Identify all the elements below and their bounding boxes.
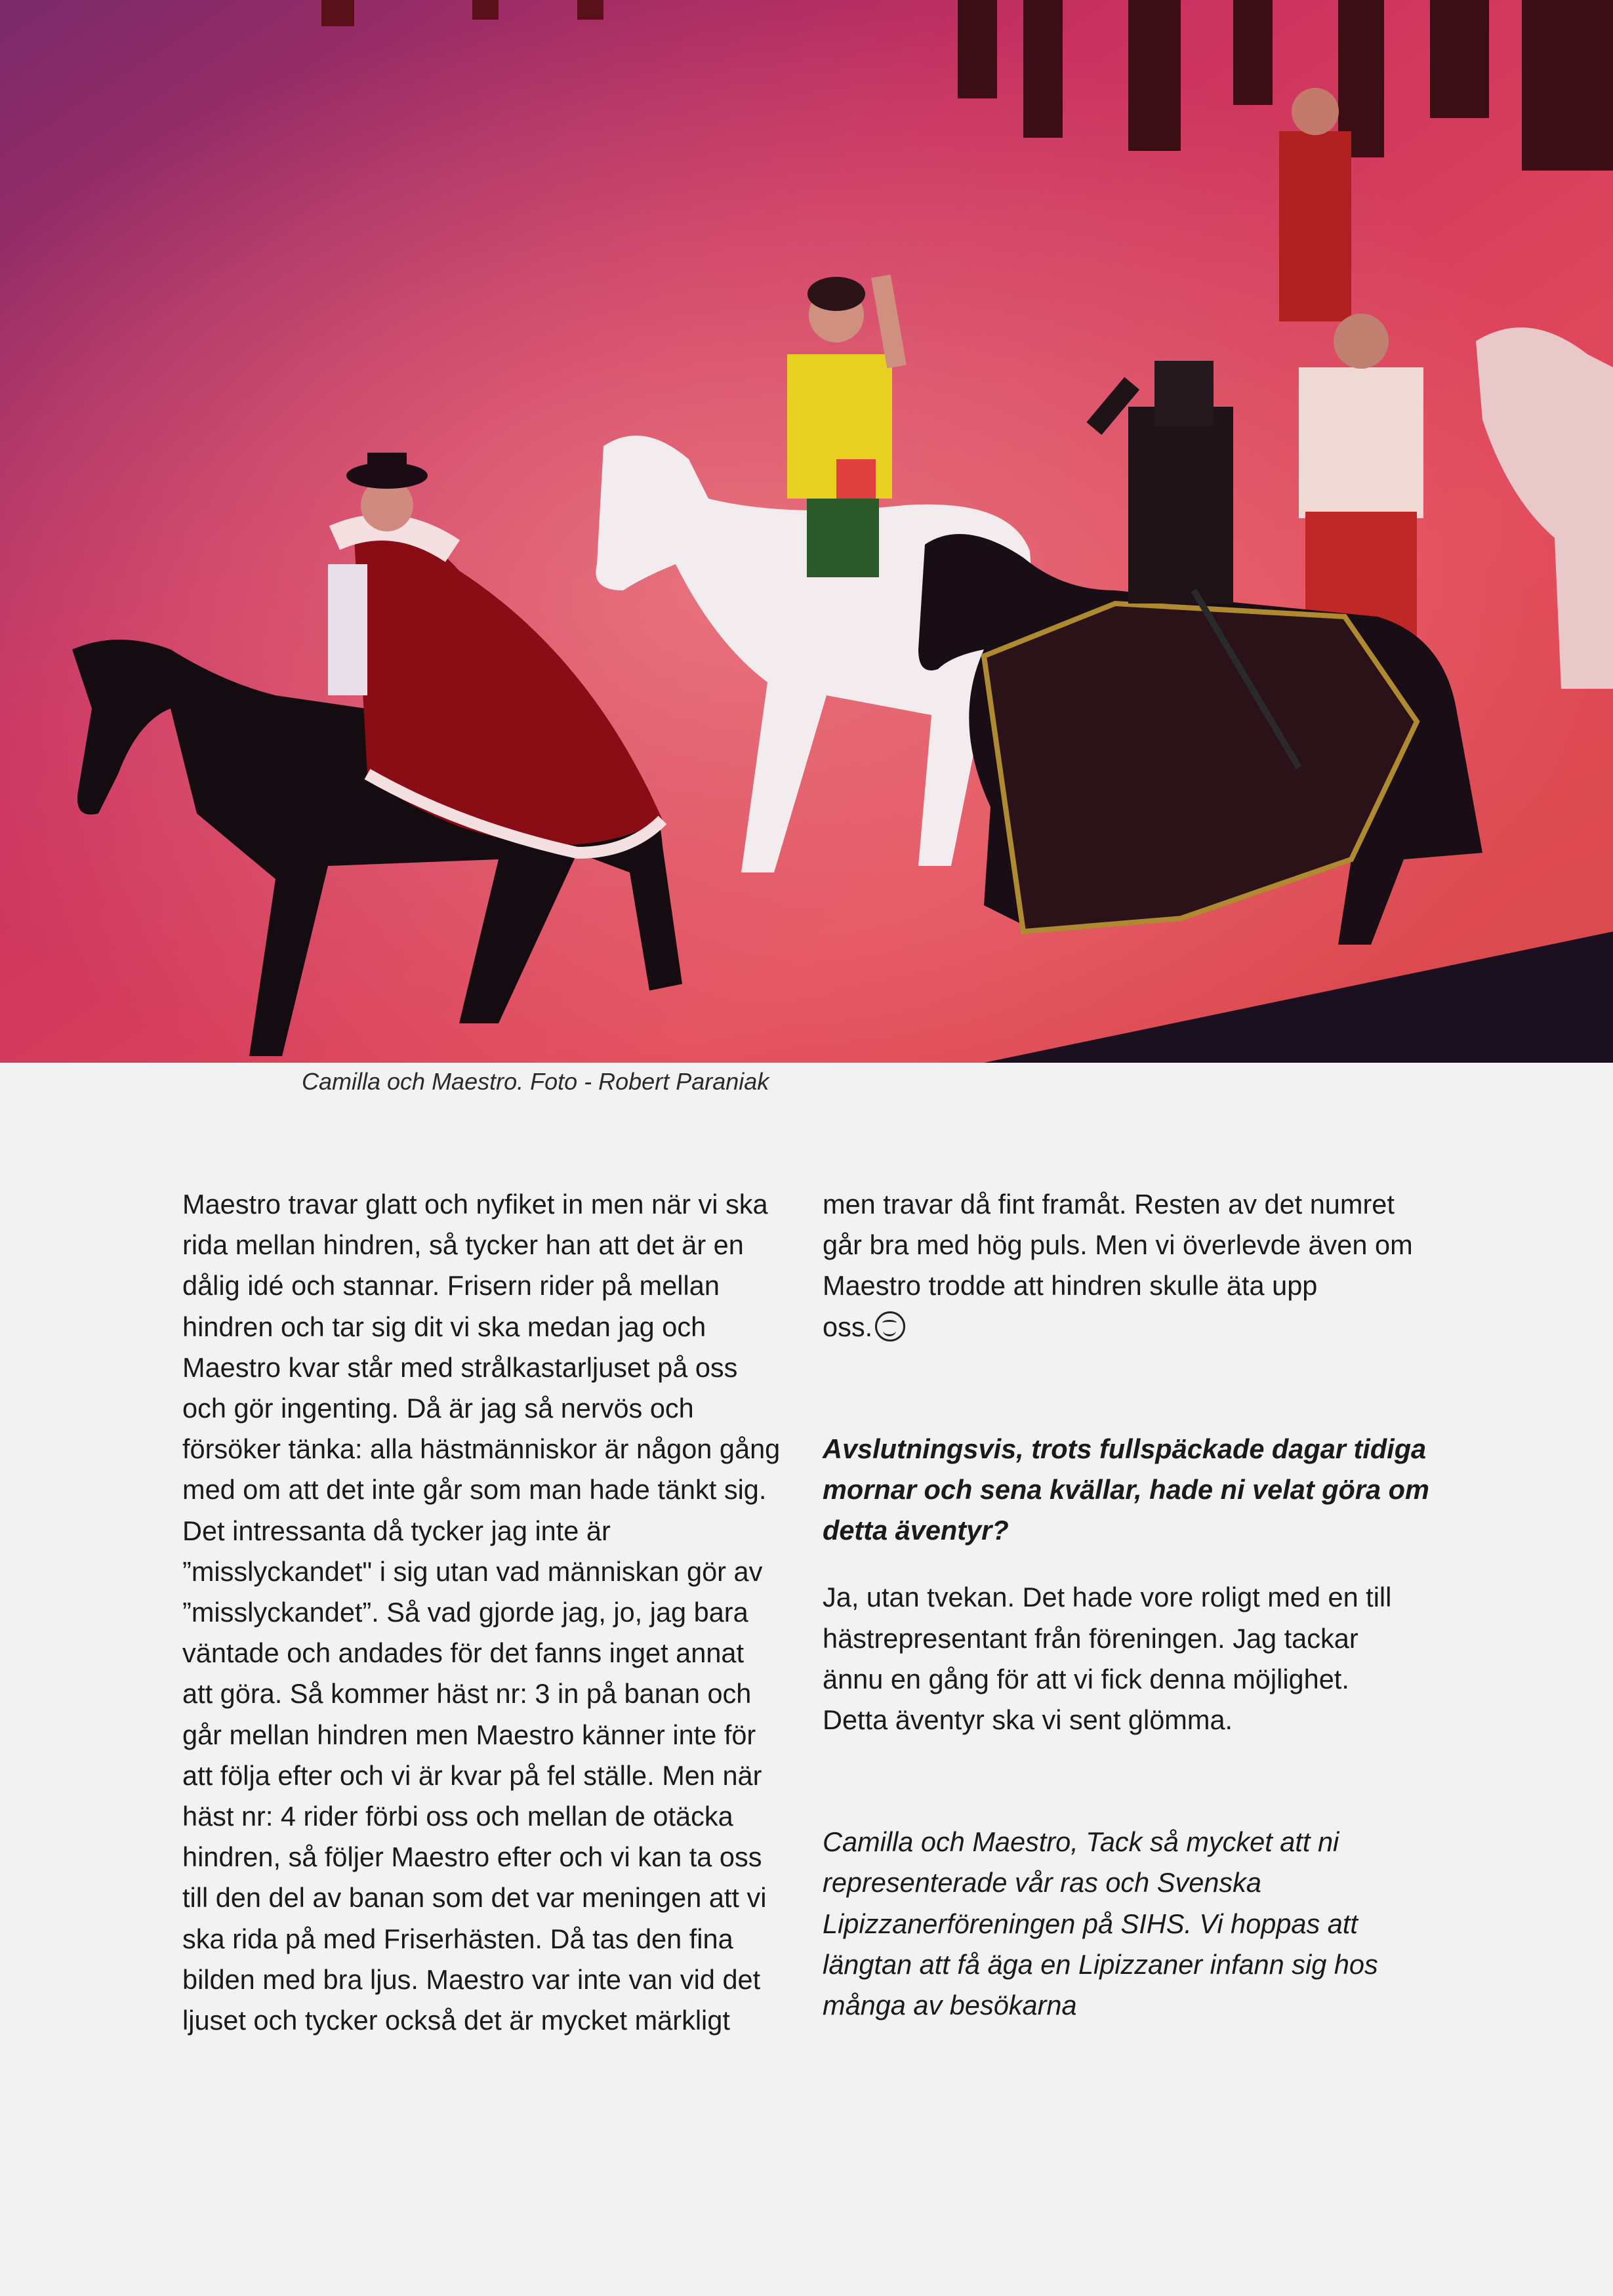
text-line: Avslutningsvis, trots fullspäckade dagar tidiga	[823, 1433, 1427, 1464]
left-column	[182, 1184, 812, 2041]
text-line: men travar då fint framåt. Resten av det numret	[823, 1189, 1395, 1220]
text-line: Det intressanta då tycker jag inte är	[182, 1515, 611, 1546]
text-line: hindren, så följer Maestro efter och vi kan ta oss	[182, 1841, 762, 1873]
text-line: att göra. Så kommer häst nr: 3 in på banan och	[182, 1678, 752, 1710]
text-line: bilden med bra ljus. Maestro var inte van vid det	[182, 1963, 761, 1995]
text-line: längtan att få äga en Lipizzaner infann sig hos	[823, 1948, 1378, 1980]
text-fragment: oss.	[823, 1311, 873, 1342]
right-column	[823, 1184, 1452, 2026]
text-line: Lipizzanerföreningen på SIHS. Vi hoppas att	[823, 1908, 1358, 1939]
text-line: ”misslyckandet" i sig utan vad människan gör av	[182, 1555, 763, 1587]
text-line: Detta äventyr ska vi sent glömma.	[823, 1704, 1233, 1736]
closing-note	[823, 1822, 1452, 2026]
text-line: att följa efter och vi är kvar på fel ställe. Men när	[182, 1759, 762, 1791]
text-line: Maestro travar glatt och nyfiket in men när vi ska	[182, 1189, 768, 1220]
text-line: hästrepresentant från föreningen. Jag tackar	[823, 1622, 1358, 1654]
arena-photo-graphic	[0, 0, 1613, 1063]
interview-question	[823, 1429, 1452, 1551]
text-line: Ja, utan tvekan. Det hade vore roligt med en till	[823, 1582, 1392, 1613]
text-line: dålig idé och stannar. Frisern rider på mellan	[182, 1270, 720, 1302]
text-line: väntade och andades för det fanns inget annat	[182, 1637, 745, 1669]
text-line: går bra med hög puls. Men vi överlevde även om	[823, 1229, 1413, 1261]
text-line: försöker tänka: alla hästmänniskor är någon gång	[182, 1433, 781, 1465]
text-line: mornar och sena kvällar, hade ni velat göra om	[823, 1474, 1429, 1506]
photo-caption: Camilla och Maestro. Foto - Robert Paraniak	[302, 1068, 769, 1095]
text-line: många av besökarna	[823, 1990, 1077, 2021]
text-line: ännu en gång för att vi fick denna möjlighet.	[823, 1663, 1349, 1694]
body-paragraph	[823, 1184, 1452, 1347]
interview-answer	[823, 1577, 1452, 1740]
text-line: Maestro trodde att hindren skulle äta upp	[823, 1270, 1318, 1302]
text-line: hindren och tar sig dit vi ska medan jag och	[182, 1311, 706, 1342]
smiley-icon	[875, 1311, 905, 1342]
text-line: ”misslyckandet”. Så vad gjorde jag, jo, jag bara	[182, 1597, 748, 1628]
text-line: ljuset och tycker också det är mycket märkligt	[182, 2005, 730, 2036]
text-line: ska rida på med Friserhästen. Då tas den fina	[182, 1923, 733, 1954]
text-line: går mellan hindren men Maestro känner inte för	[182, 1719, 756, 1750]
text-line: med om att det inte går som man hade tänkt sig.	[182, 1474, 767, 1506]
text-line: och gör ingenting. Då är jag så nervös och	[182, 1393, 694, 1424]
text-line: Camilla och Maestro, Tack så mycket att ni	[823, 1826, 1339, 1858]
text-line: representerade vår ras och Svenska	[823, 1867, 1261, 1898]
text-line: rida mellan hindren, så tycker han att det är en	[182, 1229, 744, 1261]
text-line-with-smiley	[823, 1307, 1452, 1347]
text-line: Maestro kvar står med strålkastarljuset på oss	[182, 1351, 738, 1383]
text-line: till den del av banan som det var meningen att vi	[182, 1882, 767, 1914]
text-line: häst nr: 4 rider förbi oss och mellan de otäcka	[182, 1801, 733, 1832]
text-line: detta äventyr?	[823, 1515, 1009, 1546]
arena-photo	[0, 0, 1613, 1063]
body-paragraph	[182, 1184, 812, 2041]
